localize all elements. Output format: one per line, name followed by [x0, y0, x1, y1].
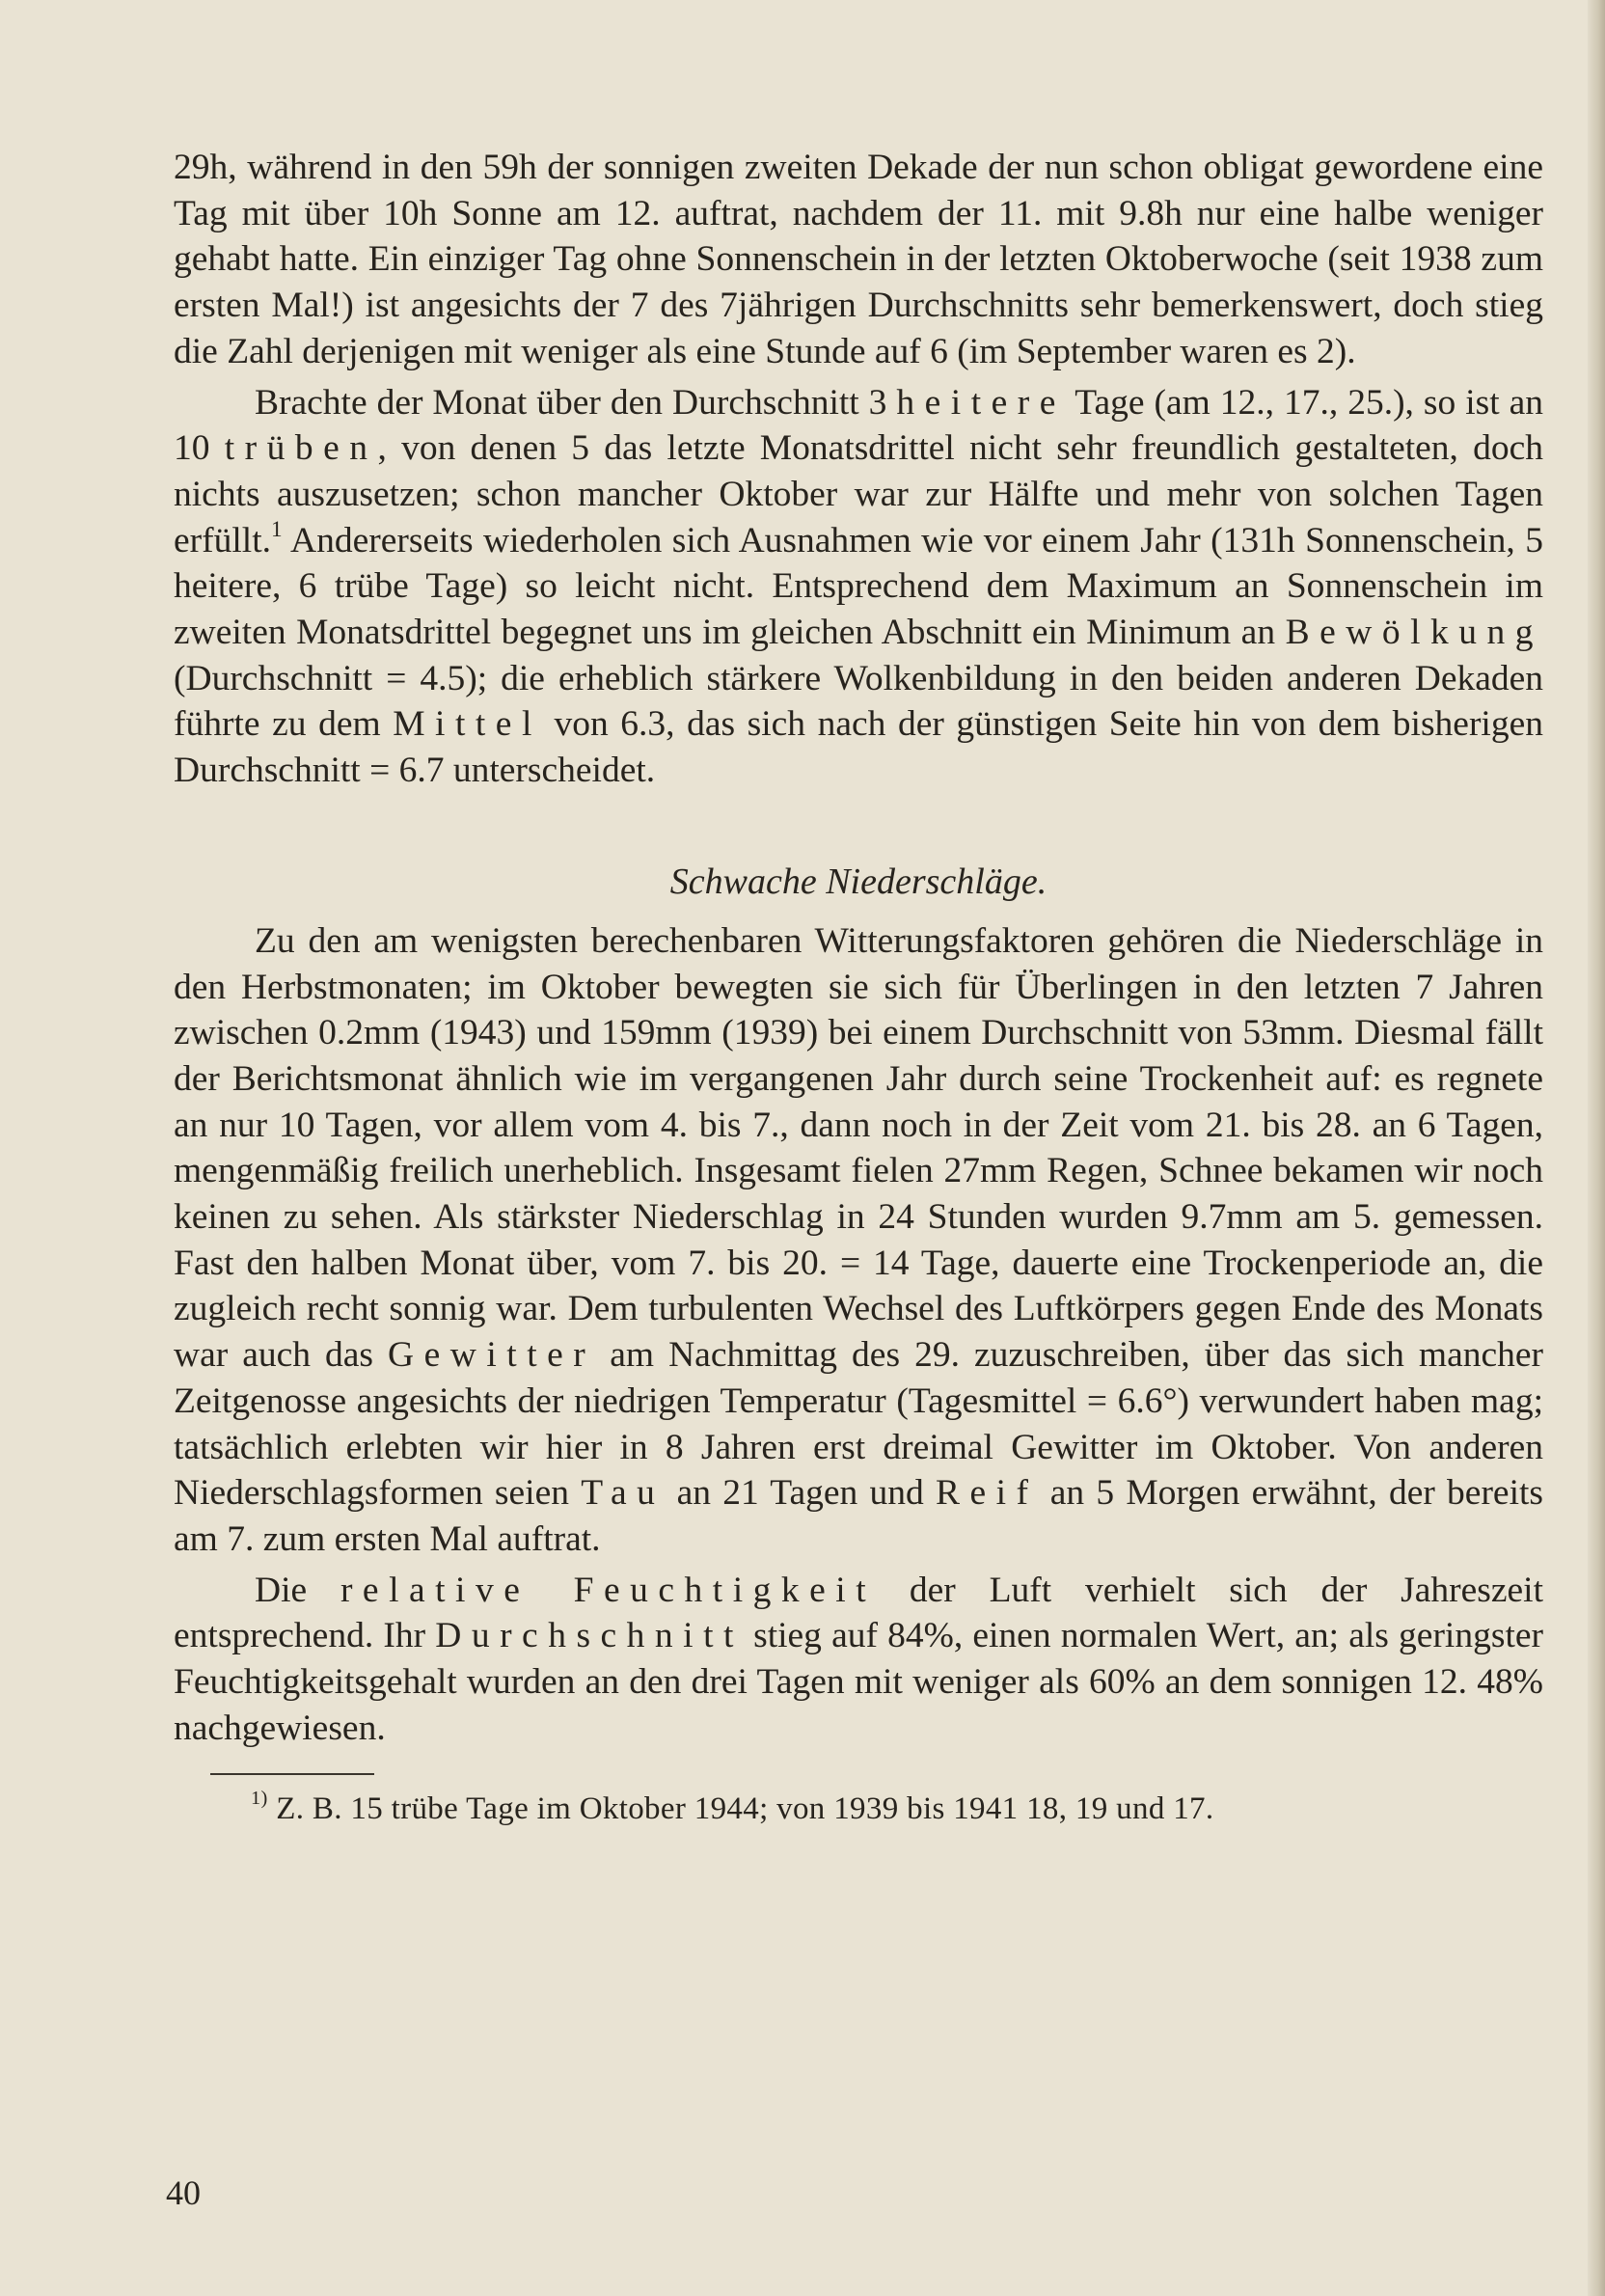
text-run: Andererseits wiederholen sich Ausnahmen wie vor einem Jahr (131h Sonnenschein, 5 heitere, 6 trübe Tage) so leicht nicht. Entsprechend dem Maximum an Sonnenschein im zweiten Monatsdrittel begegnet uns im gleichen Abschnitt ein Minimum an [174, 520, 1543, 653]
text-run: Zu den am wenigsten berechenbaren Witterungsfaktoren gehören die Niederschläge in den Herbstmonaten; im Oktober bewegten sie sich für Überlingen in den letzten 7 Jahren zwischen 0.2mm (1943) und 159mm (1939) bei einem Durchschnitt von 53mm. Diesmal fällt der Berichtsmonat ähnlich wie im vergangenen Jahr durch seine Trockenheit auf: es regnete an nur 10 Tagen, vor allem vom 4. bis 7., dann noch in der Zeit vom 21. bis 28. an 6 Tagen, mengenmäßig freilich unerheblich. Insgesamt fielen 27mm Regen, Schnee bekamen wir noch keinen zu sehen. Als stärkster Niederschlag in 24 Stunden wurden 9.7mm am 5. gemessen. Fast den halben Monat über, vom 7. bis 20. = 14 Tage, dauerte eine Trockenperiode an, die zugleich recht sonnig war. Dem turbulenten Wechsel des Luftkörpers gegen Ende des Monats war auch das [174, 920, 1543, 1376]
footnote-rule [210, 1773, 374, 1775]
section-heading: Schwache Niederschläge. [669, 861, 1047, 902]
text-run: Tage (am 12., 17., 25.), so ist an 10 [174, 382, 1543, 469]
emphasized-term: relative Feuchtigkeit [340, 1570, 877, 1610]
emphasized-term: Tau [581, 1473, 666, 1514]
text-run: am Nachmittag des 29. zuzuschreiben, über das sich mancher Zeitgenosse angesichts der niedrigen Temperatur (Tagesmittel = 6.6°) verwundert haben mag; tatsächlich erlebten wir hier in 8 Jahren erst dreimal Gewitter im Oktober. Von anderen Niederschlagsformen seien [174, 1335, 1543, 1514]
text-run: von 6.3, das sich nach der günstigen Seite hin von dem bisherigen Durchschnitt = 6.7 unterscheidet. [174, 704, 1543, 791]
paragraph [174, 145, 1543, 375]
footnote-text: Z. B. 15 trübe Tage im Oktober 1944; von 1939 bis 1941 18, 19 und 17. [267, 1790, 1214, 1826]
paragraph [174, 380, 1543, 794]
text-run: an 5 Morgen erwähnt, der bereits am 7. zum ersten Mal auftrat. [174, 1473, 1544, 1559]
emphasized-term: Mittel [393, 704, 542, 745]
text-run: an 21 Tagen und [665, 1473, 936, 1514]
text-run: 29h, während in den 59h der sonnigen zweiten Dekade der nun schon obligat gewordene eine Tag mit über 10h Sonne am 12. auftrat, nachdem der 11. mit 9.8h nur eine halbe weniger gehabt hatte. Ein einziger Tag ohne Sonnenschein in der letzten Oktoberwoche (seit 1938 zum ersten Mal!) ist angesichts der 7 des 7jährigen Durchschnitts sehr bemerkenswert, doch stieg die Zahl derjenigen mit weniger als eine Stunde auf 6 (im September waren es 2). [174, 148, 1543, 371]
text-run: Die [255, 1570, 340, 1610]
emphasized-term: Bewölkung [1285, 613, 1543, 653]
section-paragraphs [174, 918, 1543, 1752]
emphasized-term: heitere [896, 382, 1066, 423]
text-run: Brachte der Monat über den Durchschnitt 3 [255, 382, 897, 423]
intro-paragraphs [174, 145, 1543, 794]
paragraph [174, 1568, 1543, 1752]
book-page [174, 145, 1543, 1829]
text-run: , von denen 5 das letzte Monatsdrittel nicht sehr freundlich gestalteten, doch nichts auszusetzen; schon mancher Oktober war zur Hälfte und mehr von solchen Tagen erfüllt. [174, 428, 1543, 560]
text-run: (Durchschnitt = 4.5); die erheblich stärkere Wolkenbildung in den beiden anderen Dekaden führte zu dem [174, 658, 1543, 745]
emphasized-term: Gewitter [388, 1335, 596, 1376]
emphasized-term: trüben [224, 428, 378, 469]
text-run: stieg auf 84%, einen normalen Wert, an; als geringster Feuchtigkeitsgehalt wurden an den drei Tagen mit weniger als 60% an dem sonnigen 12. 48% nachgewiesen. [174, 1616, 1543, 1748]
footnote [251, 1789, 1543, 1829]
footnote-reference: 1 [271, 516, 283, 542]
emphasized-term: Durchschnitt [435, 1616, 744, 1656]
footnote-marker: 1) [251, 1788, 268, 1810]
page-edge-shadow [1588, 0, 1605, 2296]
emphasized-term: Reif [935, 1473, 1039, 1514]
paragraph [174, 918, 1543, 1563]
text-run: der Luft verhielt sich der Jahreszeit entsprechend. Ihr [174, 1570, 1543, 1656]
page-number: 40 [166, 2173, 201, 2212]
